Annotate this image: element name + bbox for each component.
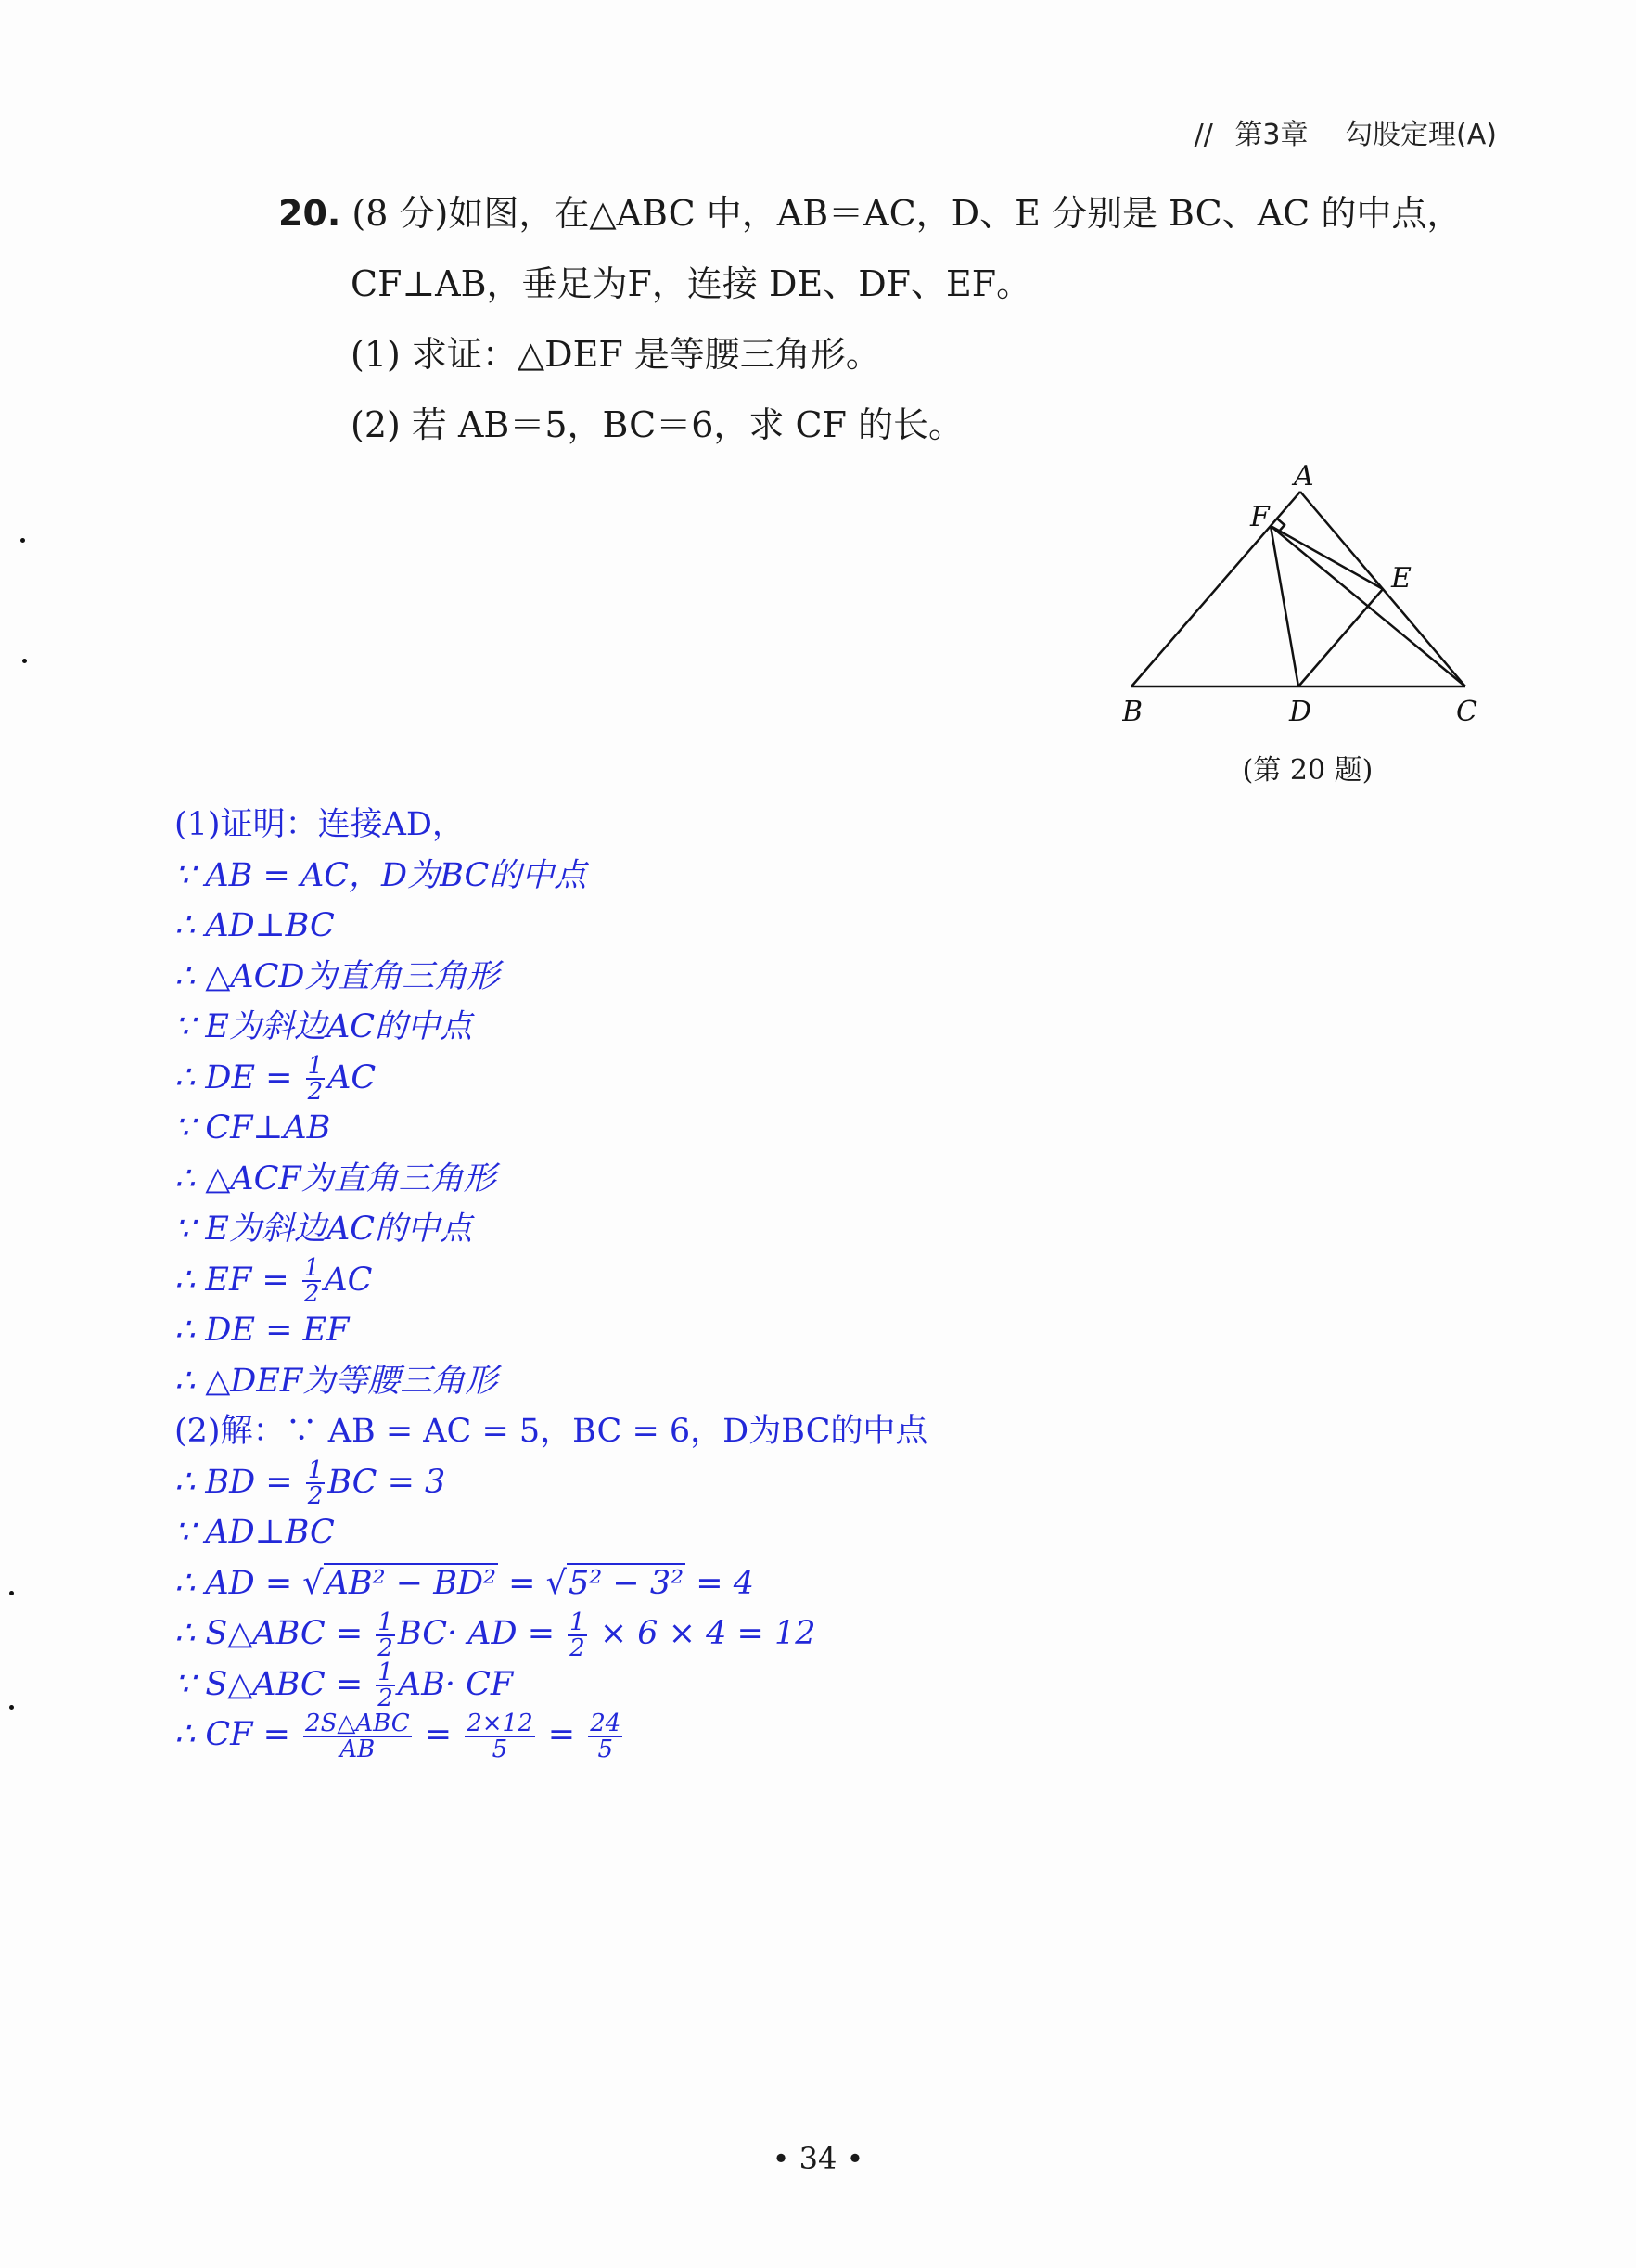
segment-df — [1271, 526, 1298, 686]
fraction-half — [306, 1458, 326, 1508]
fraction-numeric — [465, 1711, 534, 1762]
solution-line-18 — [174, 1659, 1102, 1711]
problem-text-1: (8 分)如图，在△ABC 中，AB＝AC，D、E 分别是 BC、AC 的中点， — [351, 193, 1463, 234]
solution-line-6 — [174, 1053, 1102, 1104]
label-b: B — [1122, 696, 1144, 728]
fraction-denominator: 2 — [303, 1280, 320, 1308]
solution-line-4: ∴ △ACD为直角三角形 — [174, 957, 500, 995]
fraction-numerator: 2×12 — [467, 1709, 533, 1737]
equation-text: ∴ S△ABC = — [174, 1615, 374, 1652]
fraction-denominator: 5 — [597, 1735, 614, 1763]
fraction-numerator: 1 — [377, 1659, 393, 1686]
solution-line-5: ∵ E为斜边AC的中点 — [174, 1008, 472, 1045]
equation-text: ∴ CF = — [174, 1716, 301, 1753]
solution-line-14 — [174, 1457, 1102, 1508]
solution-line-8: ∴ △ACF为直角三角形 — [174, 1160, 496, 1198]
fraction-denominator: 5 — [492, 1735, 508, 1763]
label-c: C — [1456, 696, 1477, 728]
fraction-half — [376, 1610, 395, 1660]
equation-text: BC = 3 — [327, 1463, 446, 1501]
equation-text: × 6 × 4 = 12 — [589, 1615, 816, 1652]
handwritten-solution — [174, 800, 1102, 1761]
segment-de — [1298, 589, 1383, 686]
radicand: 5² − 3² — [568, 1564, 684, 1602]
segment-ab — [1131, 492, 1300, 686]
fraction-denominator: 2 — [307, 1078, 324, 1106]
label-a: A — [1294, 460, 1314, 493]
margin-dot — [22, 659, 27, 663]
chapter-header — [1195, 111, 1497, 152]
solution-line-12: ∴ △DEF为等腰三角形 — [174, 1362, 498, 1400]
solution-line-11: ∴ DE = EF — [174, 1312, 350, 1349]
equation-text: = 4 — [685, 1564, 754, 1602]
fraction-denominator: 2 — [307, 1482, 324, 1510]
fraction-numerator: 1 — [303, 1254, 320, 1282]
label-f: F — [1250, 501, 1270, 533]
margin-dot — [9, 1591, 14, 1595]
equation-text: AC — [327, 1058, 377, 1096]
radicand: AB² − BD² — [325, 1564, 497, 1602]
triangle-figure — [1122, 459, 1493, 793]
solution-line-19 — [174, 1710, 1102, 1761]
fraction-denominator: 2 — [569, 1634, 585, 1662]
equation-text: ∴ DE = — [174, 1058, 303, 1096]
problem-text-2: CF⊥AB，垂足为F，连接 DE、DF、EF。 — [351, 263, 1032, 304]
equation-text: ∴ BD = — [174, 1463, 303, 1501]
fraction-numerator: 1 — [307, 1456, 324, 1484]
equation-text: ∴ EF = — [174, 1261, 300, 1299]
fraction-denominator: 2 — [377, 1634, 393, 1662]
fraction-result — [588, 1711, 622, 1762]
solution-line-1: (1)证明：连接AD， — [174, 806, 465, 843]
equation-text: ∴ AD = √ — [174, 1564, 324, 1602]
solution-line-16 — [174, 1558, 1102, 1609]
equation-text: ∵ S△ABC = — [174, 1665, 374, 1703]
problem-part-1: (1) 求证：△DEF 是等腰三角形。 — [351, 334, 881, 375]
fraction-half — [302, 1256, 322, 1306]
solution-line-17 — [174, 1608, 1102, 1662]
problem-line-1 — [278, 178, 1502, 249]
fraction-denominator: AB — [339, 1735, 376, 1763]
figure-caption: (第 20 题) — [1242, 754, 1374, 787]
page-number: • 34 • — [772, 2141, 864, 2176]
solution-line-7: ∵ CF⊥AB — [174, 1109, 331, 1147]
fraction-half — [306, 1054, 326, 1104]
label-e: E — [1391, 562, 1412, 595]
equation-text: BC· AD = — [397, 1615, 566, 1652]
chapter-number: 第3章 — [1234, 119, 1309, 151]
fraction-numerator: 24 — [590, 1709, 621, 1737]
problem-statement — [278, 178, 1502, 460]
fraction-numerator: 1 — [569, 1608, 585, 1636]
fraction-numerator: 1 — [377, 1608, 393, 1636]
header-mark: // — [1194, 119, 1213, 151]
equation-text: = √ — [498, 1564, 567, 1602]
fraction-numerator: 1 — [307, 1052, 324, 1080]
solution-line-9: ∵ E为斜边AC的中点 — [174, 1211, 472, 1248]
fraction-half — [568, 1610, 587, 1660]
equation-text: = — [537, 1716, 586, 1753]
fraction-area — [303, 1711, 412, 1762]
fraction-half — [376, 1660, 395, 1711]
margin-dot — [20, 538, 25, 543]
triangle-diagram — [1122, 459, 1493, 747]
solution-line-2: ∵ AB = AC，D为BC的中点 — [174, 856, 587, 894]
segment-ef — [1271, 526, 1383, 589]
label-d: D — [1289, 696, 1312, 728]
problem-number: 20. — [278, 193, 341, 234]
solution-line-15: ∵ AD⊥BC — [174, 1514, 335, 1551]
fraction-denominator: 2 — [377, 1685, 393, 1712]
equation-text: AB· CF — [397, 1665, 514, 1703]
problem-part-2: (2) 若 AB＝5，BC＝6，求 CF 的长。 — [351, 404, 965, 445]
chapter-title: 勾股定理(A) — [1345, 119, 1497, 151]
equation-text: = — [414, 1716, 463, 1753]
solution-line-10 — [174, 1255, 1102, 1306]
solution-line-3: ∴ AD⊥BC — [174, 907, 335, 944]
equation-text: AC — [324, 1261, 373, 1299]
fraction-numerator: 2S△ABC — [305, 1709, 410, 1737]
solution-line-13: (2)解：∵ AB = AC = 5，BC = 6，D为BC的中点 — [174, 1413, 928, 1450]
margin-dot — [9, 1705, 14, 1710]
